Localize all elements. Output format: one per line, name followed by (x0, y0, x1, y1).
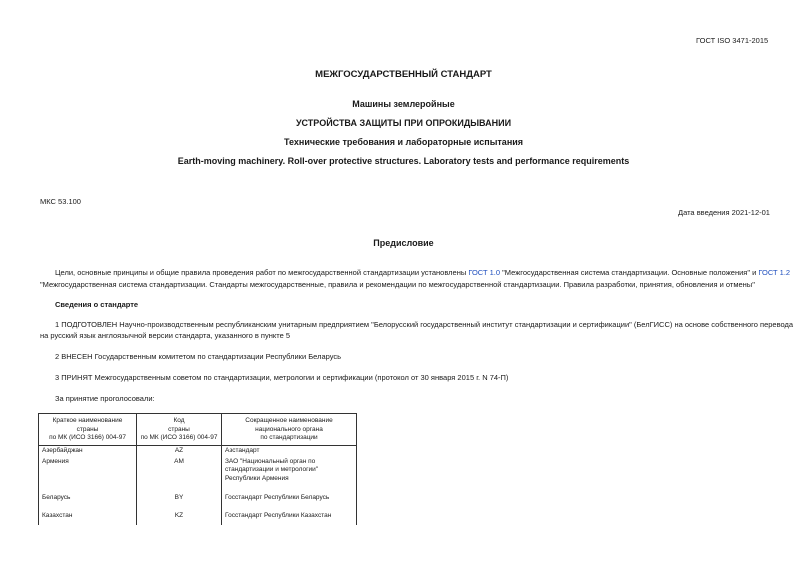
code-cell: AM (137, 457, 222, 493)
header-code (137, 414, 222, 446)
voted-label: За принятие проголосовали: (55, 394, 155, 403)
header-code-line: Код (173, 417, 185, 424)
header-body-line: Сокращенное наименование (245, 417, 333, 424)
table-row (39, 511, 357, 525)
header-body-line: национального органа (255, 425, 323, 433)
gost-1-0-link[interactable]: ГОСТ 1.0 (468, 268, 501, 277)
title-line-2: УСТРОЙСТВА ЗАЩИТЫ ПРИ ОПРОКИДЫВАНИИ (295, 118, 512, 128)
body-line: Госстандарт Республики Казахстан (225, 511, 332, 519)
preface-title: Предисловие (373, 238, 434, 248)
code-cell: BY (137, 493, 222, 511)
voting-countries-table (38, 413, 357, 525)
standard-heading: МЕЖГОСУДАРСТВЕННЫЙ СТАНДАРТ (315, 69, 492, 80)
item-1-line-2: на русский язык англоязычной версии стандарта, указанного в пункте 5 (40, 331, 290, 340)
body-line: Госстандарт Республики Беларусь (225, 493, 330, 501)
document-code: ГОСТ ISO 3471-2015 (696, 36, 769, 45)
body-line: Республики Армения (225, 474, 289, 482)
para1-text-a: Цели, основные принципы и общие правила проведения работ по межгосударственной стандартизации установлены (55, 268, 469, 277)
table-row (39, 457, 357, 493)
gost-1-2-link[interactable]: ГОСТ 1.2 (758, 268, 791, 277)
body-line: ЗАО "Национальный орган по (225, 457, 316, 465)
country-cell: Азербайджан (39, 445, 137, 457)
country-cell: Армения (39, 457, 137, 493)
title-english: Earth-moving machinery. Roll-over protective structures. Laboratory tests and performance requirements (177, 156, 630, 166)
country-cell: Беларусь (39, 493, 137, 511)
body-cell (222, 445, 357, 457)
body-line: стандартизации и метрологии" (225, 466, 319, 473)
header-country-line: страны (76, 425, 99, 433)
body-cell (222, 457, 357, 493)
table-row (39, 493, 357, 511)
preface-paragraph-line-2: "Межгосударственная система стандартизации. Стандарты межгосударственные, правила и рекомендации по межгосударственной стандартизации. Правила разработки, принятия, обновления и отмены" (40, 280, 755, 289)
para1-text-b: "Межгосударственная система стандартизации. Основные положения" и (500, 268, 759, 277)
item-3: 3 ПРИНЯТ Межгосударственным советом по стандартизации, метрологии и сертификации (протокол от 30 января 2015 г. N 74-П) (55, 373, 509, 382)
table-header-row (39, 414, 357, 446)
code-cell: AZ (137, 445, 222, 457)
item-1-line-1: 1 ПОДГОТОВЛЕН Научно-производственным республиканским унитарным предприятием "Белорусский государственный институт стандартизации и сертификации" (БелГИСС) на основе собственного перевода (55, 320, 794, 329)
header-code-line: по МК (ИСО 3166) 004-97 (140, 434, 218, 441)
body-line: Азстандарт (225, 446, 260, 454)
header-body (222, 414, 357, 446)
header-country-line: по МК (ИСО 3166) 004-97 (49, 434, 126, 441)
item-2: 2 ВНЕСЕН Государственным комитетом по стандартизации Республики Беларусь (55, 352, 342, 361)
country-cell: Казахстан (39, 511, 137, 525)
title-line-3: Технические требования и лабораторные испытания (283, 137, 524, 147)
header-country (39, 414, 137, 446)
code-cell: KZ (137, 511, 222, 525)
table-row (39, 445, 357, 457)
header-country-line: Краткое наименование (52, 417, 123, 424)
body-cell (222, 493, 357, 511)
body-cell (222, 511, 357, 525)
header-code-line: страны (168, 425, 190, 433)
title-line-1: Машины землеройные (352, 99, 455, 109)
about-standard-title: Сведения о стандарте (55, 300, 139, 309)
introduction-date: Дата введения 2021-12-01 (678, 208, 770, 217)
mks-code: МКС 53.100 (40, 197, 81, 206)
header-body-line: по стандартизации (260, 434, 318, 441)
preface-paragraph-line-1 (55, 268, 791, 277)
